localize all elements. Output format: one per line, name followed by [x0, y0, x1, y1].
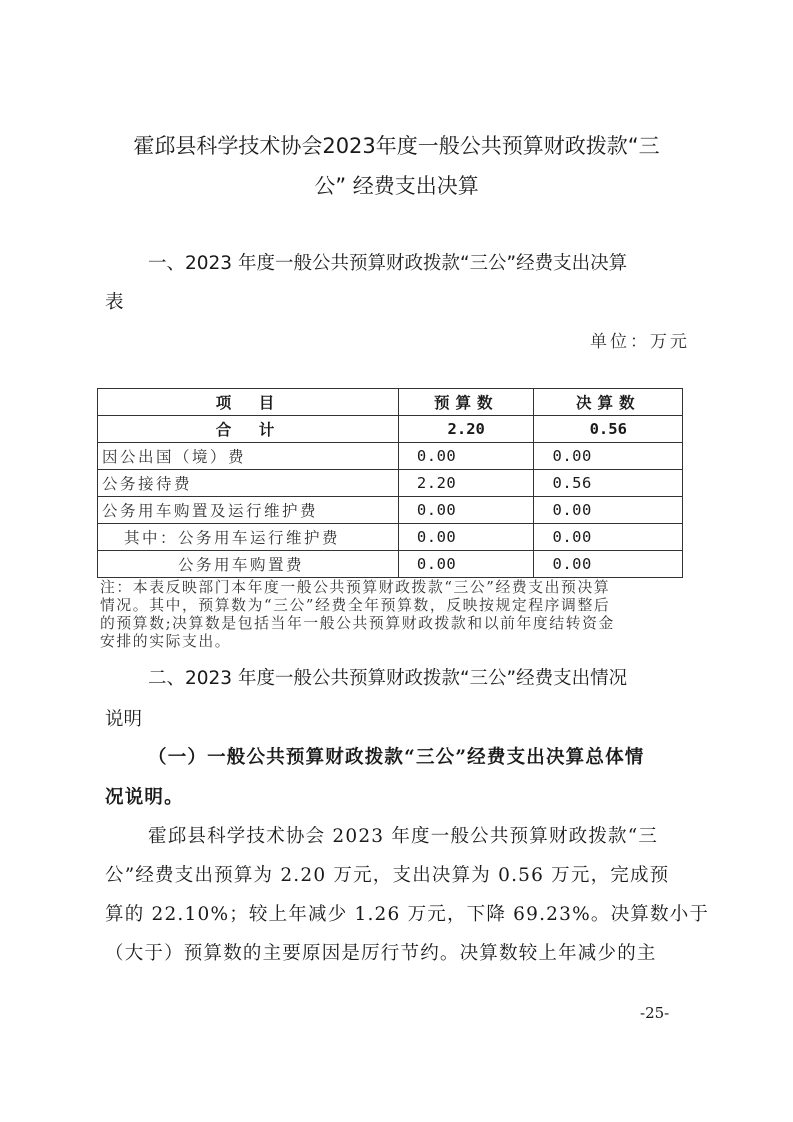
unit-label: 单位：万元: [590, 332, 690, 352]
header-budget: 预算数: [398, 389, 534, 416]
row-label: 公务用车购置费: [98, 551, 399, 578]
table-header-row: [98, 389, 683, 416]
row-actual: 0.56: [534, 470, 683, 497]
table-row: [98, 497, 683, 524]
page-number: -25-: [640, 1004, 670, 1022]
header-actual: 决算数: [534, 389, 683, 416]
row-budget: 0.00: [398, 551, 534, 578]
row-budget: 0.00: [398, 524, 534, 551]
table-note: [100, 579, 690, 651]
row-actual: 0.00: [534, 443, 683, 470]
table-row: [98, 524, 683, 551]
title-line-2: 公” 经费支出决算: [314, 174, 479, 198]
table-row: [98, 443, 683, 470]
table-total-row: [98, 416, 683, 443]
paragraph-line: 算的 22.10%；较上年减少 1.26 万元，下降 69.23%。决算数小于: [105, 904, 710, 925]
total-label: 合 计: [98, 416, 399, 443]
paragraph-line: 霍邱县科学技术协会 2023 年度一般公共预算财政拨款“三: [148, 826, 659, 847]
three-public-expenses-table: [97, 388, 683, 578]
header-item: 项 目: [98, 389, 399, 416]
table-row: [98, 551, 683, 578]
row-budget: 0.00: [398, 497, 534, 524]
row-budget: 2.20: [398, 470, 534, 497]
row-actual: 0.00: [534, 551, 683, 578]
total-budget: 2.20: [398, 416, 534, 443]
row-actual: 0.00: [534, 497, 683, 524]
document-title: [90, 126, 703, 206]
note-line: 注：本表反映部门本年度一般公共预算财政拨款“三公”经费支出预决算: [100, 579, 611, 596]
row-label: 公务接待费: [98, 470, 399, 497]
row-label: 公务用车购置及运行维护费: [98, 497, 399, 524]
section2-heading: 二、2023 年度一般公共预算财政拨款“三公”经费支出情况: [148, 668, 628, 689]
row-label: 其中：公务用车运行维护费: [98, 524, 399, 551]
note-line: 的预算数;决算数是包括当年一般公共预算财政拨款和以前年度结转资金: [100, 615, 615, 632]
title-line-1: 霍邱县科学技术协会2023年度一般公共预算财政拨款“三: [133, 134, 660, 158]
note-line: 安排的实际支出。: [100, 633, 232, 650]
row-budget: 0.00: [398, 443, 534, 470]
paragraph-line: 公”经费支出预算为 2.20 万元，支出决算为 0.56 万元，完成预: [105, 865, 670, 886]
section2-heading-cont: 说明: [105, 709, 143, 730]
subsection-heading: （一）一般公共预算财政拨款“三公”经费支出决算总体情: [148, 747, 645, 768]
section1-heading: 一、2023 年度一般公共预算财政拨款“三公”经费支出决算: [148, 253, 628, 274]
row-actual: 0.00: [534, 524, 683, 551]
note-line: 情况。其中，预算数为“三公”经费全年预算数，反映按规定程序调整后: [100, 597, 611, 614]
paragraph-line: （大于）预算数的主要原因是厉行节约。决算数较上年减少的主: [105, 943, 657, 964]
table-row: [98, 470, 683, 497]
subsection-heading-cont: 况说明。: [105, 787, 184, 808]
total-actual: 0.56: [534, 416, 683, 443]
row-label: 因公出国（境）费: [98, 443, 399, 470]
section1-heading-cont: 表: [105, 292, 124, 313]
